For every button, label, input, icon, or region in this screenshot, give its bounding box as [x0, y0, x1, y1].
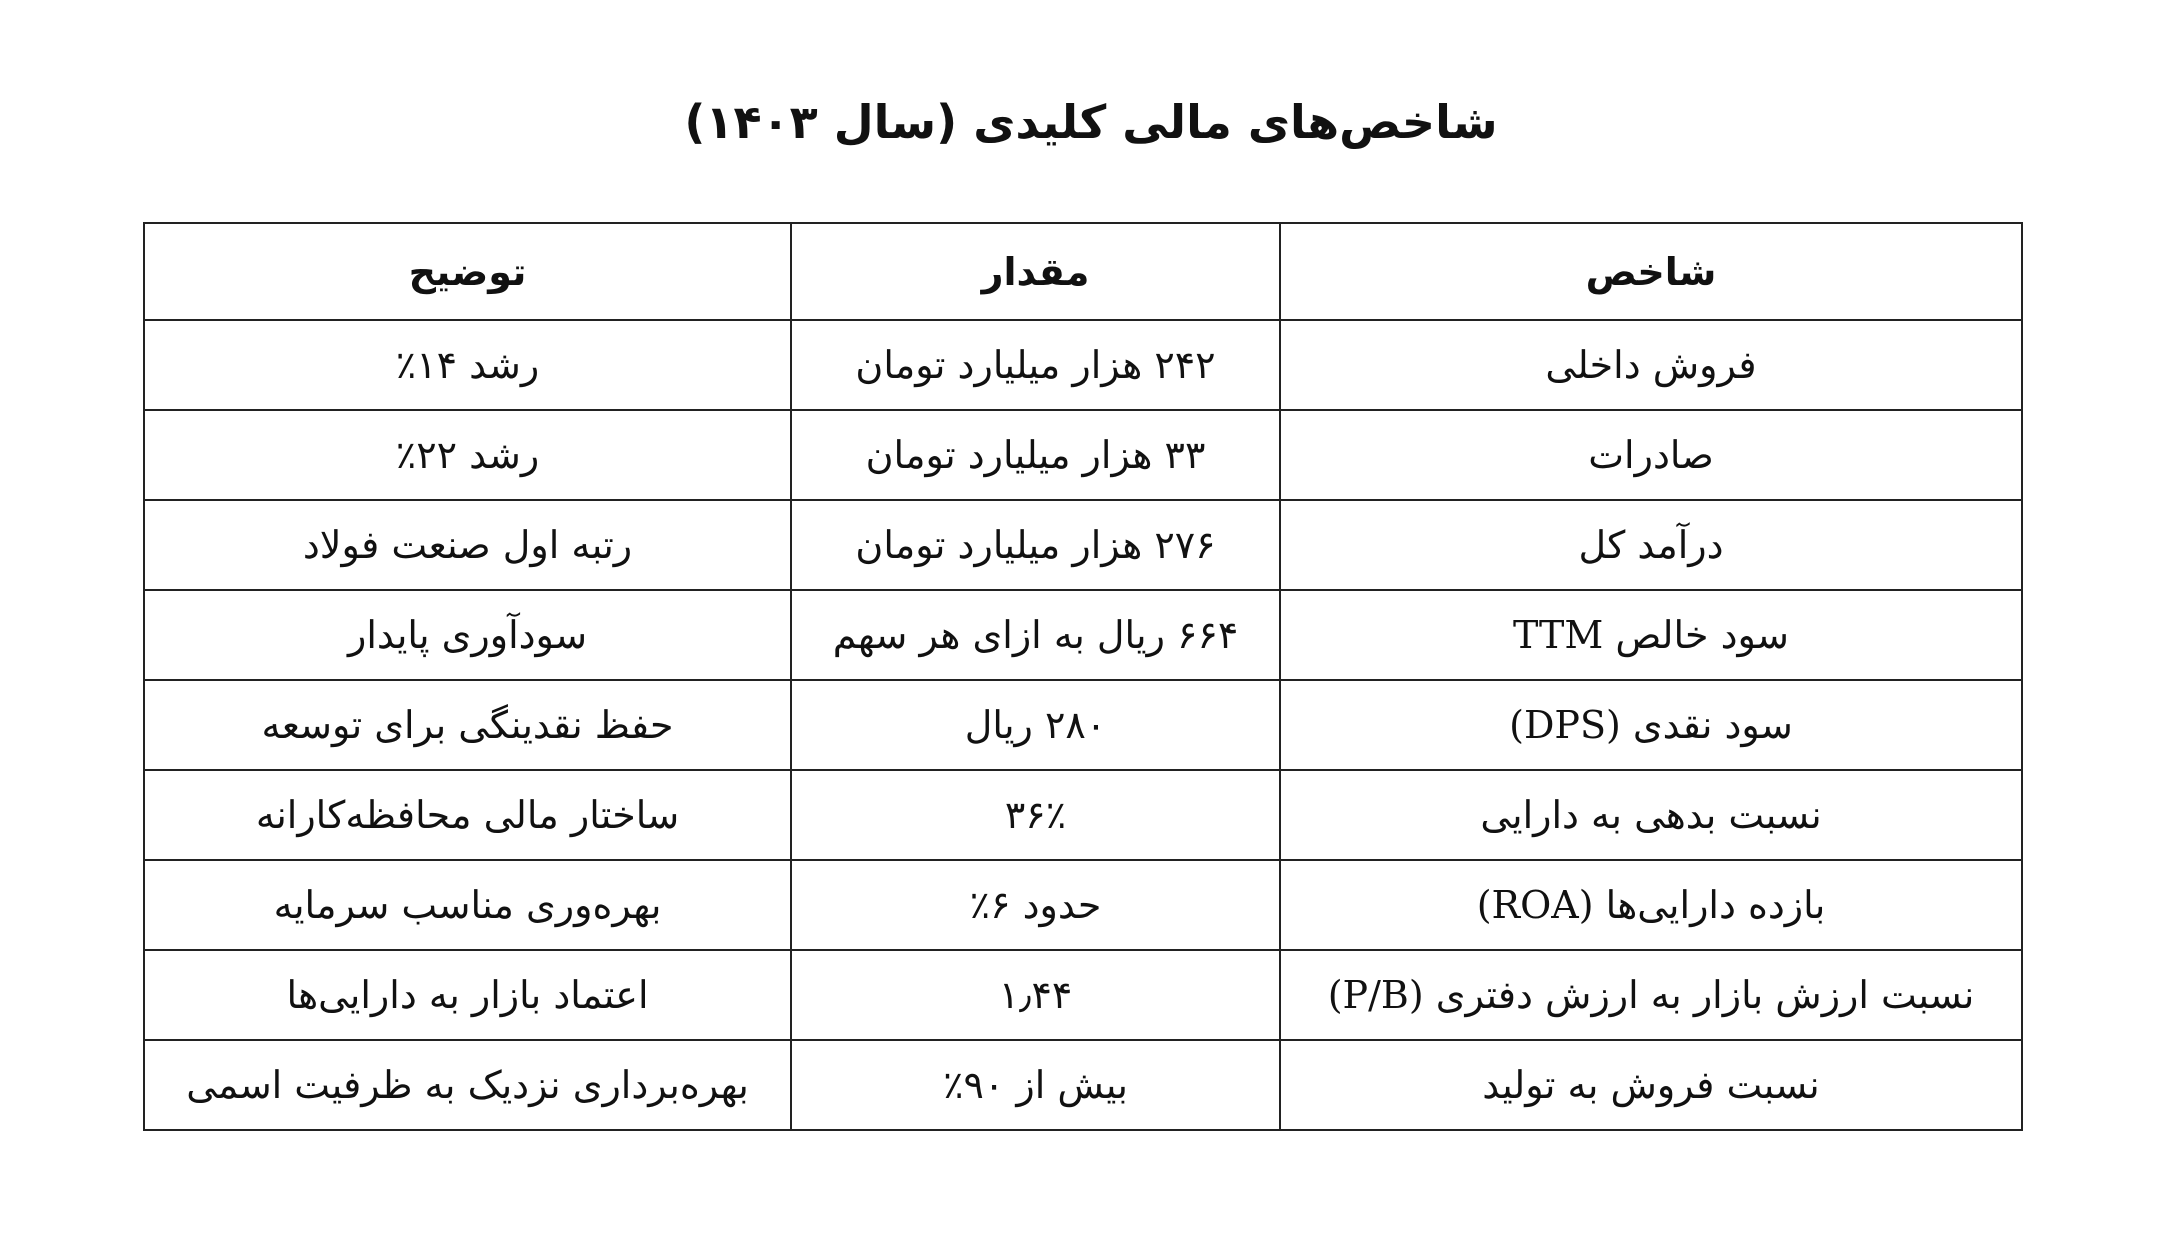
metric-cell: نسبت ارزش بازار به ارزش دفتری (P/B)	[1280, 950, 2022, 1040]
metric-cell: نسبت بدهی به دارایی	[1280, 770, 2022, 860]
table-row	[144, 950, 2022, 1040]
table-row	[144, 590, 2022, 680]
value-cell: ۲۴۲ هزار میلیارد تومان	[791, 320, 1280, 410]
table-row	[144, 500, 2022, 590]
table-row	[144, 770, 2022, 860]
description-cell: بهره‌برداری نزدیک به ظرفیت اسمی	[144, 1040, 791, 1130]
header-value: مقدار	[791, 223, 1280, 320]
table-row	[144, 320, 2022, 410]
description-cell: بهره‌وری مناسب سرمایه	[144, 860, 791, 950]
description-cell: ساختار مالی محافظه‌کارانه	[144, 770, 791, 860]
value-cell: ۱٫۴۴	[791, 950, 1280, 1040]
value-cell: ۲۷۶ هزار میلیارد تومان	[791, 500, 1280, 590]
value-cell: ۳۳ هزار میلیارد تومان	[791, 410, 1280, 500]
metric-cell: بازده دارایی‌ها (ROA)	[1280, 860, 2022, 950]
value-cell: ۲۸۰ ریال	[791, 680, 1280, 770]
header-metric: شاخص	[1280, 223, 2022, 320]
page-title: شاخص‌های مالی کلیدی (سال ۱۴۰۳)	[684, 95, 1498, 149]
value-cell: ۳۶٪	[791, 770, 1280, 860]
value-cell: ۶۶۴ ریال به ازای هر سهم	[791, 590, 1280, 680]
metric-cell: درآمد کل	[1280, 500, 2022, 590]
metric-cell: صادرات	[1280, 410, 2022, 500]
table-row	[144, 1040, 2022, 1130]
value-cell: بیش از ۹۰٪	[791, 1040, 1280, 1130]
metric-cell: سود نقدی (DPS)	[1280, 680, 2022, 770]
description-cell: رشد ۱۴٪	[144, 320, 791, 410]
financial-metrics-table	[143, 222, 2023, 1131]
metric-cell: نسبت فروش به تولید	[1280, 1040, 2022, 1130]
description-cell: حفظ نقدینگی برای توسعه	[144, 680, 791, 770]
value-cell: حدود ۶٪	[791, 860, 1280, 950]
description-cell: سودآوری پایدار	[144, 590, 791, 680]
table-row	[144, 680, 2022, 770]
description-cell: رشد ۲۲٪	[144, 410, 791, 500]
metric-cell: سود خالص TTM	[1280, 590, 2022, 680]
header-description: توضیح	[144, 223, 791, 320]
description-cell: رتبه اول صنعت فولاد	[144, 500, 791, 590]
description-cell: اعتماد بازار به دارایی‌ها	[144, 950, 791, 1040]
metric-cell: فروش داخلی	[1280, 320, 2022, 410]
table-header-row	[144, 223, 2022, 320]
table-row	[144, 410, 2022, 500]
table-row	[144, 860, 2022, 950]
